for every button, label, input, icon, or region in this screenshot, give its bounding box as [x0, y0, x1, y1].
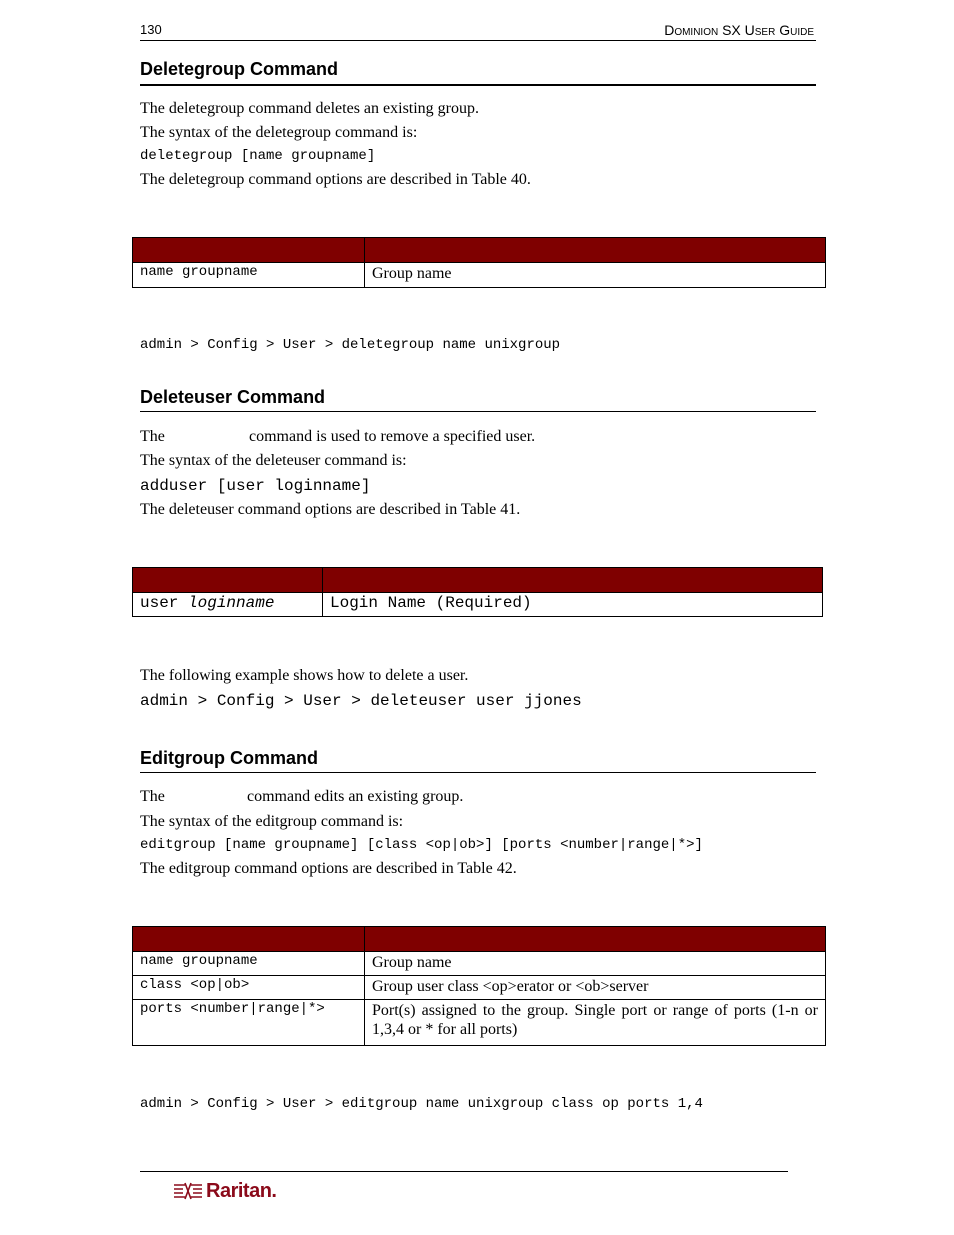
paragraph: The syntax of the deleteuser command is: [140, 452, 407, 469]
option-keyword: user [140, 594, 179, 612]
options-table-deletegroup [132, 237, 826, 288]
paragraph: The syntax of the editgroup command is: [140, 813, 404, 830]
table-header-row [133, 927, 826, 952]
option-cell [133, 593, 322, 612]
option-cell: name groupname [140, 264, 258, 280]
options-table-deleteuser [132, 567, 823, 617]
option-cell: name groupname [140, 953, 258, 969]
example-line: admin > Config > User > deleteuser user jjones [140, 692, 582, 710]
paragraph: The syntax of the deletegroup command is: [140, 124, 418, 141]
table-row [133, 976, 826, 1000]
table-row [133, 952, 826, 976]
example-line: admin > Config > User > deletegroup name unixgroup [140, 337, 561, 353]
syntax-line: deletegroup [name groupname] [140, 148, 376, 164]
paragraph: The deleteuser command options are described in Table 41. [140, 501, 521, 518]
table-row [133, 593, 823, 617]
option-cell: class <op|ob> [140, 977, 250, 993]
raritan-logo-icon [172, 1181, 204, 1203]
description-cell: Group user class <op>erator or <ob>server [372, 978, 649, 995]
description-cell: Group name [372, 954, 452, 971]
paragraph-end: command is used to remove a specified user. [249, 428, 536, 445]
page-number: 130 [140, 22, 162, 37]
table-header-row [133, 238, 826, 263]
syntax-line: editgroup [name groupname] [class <op|ob>] [ports <number|range|*>] [140, 837, 703, 853]
paragraph: The editgroup command options are described in Table 42. [140, 860, 517, 877]
option-argument: loginname [188, 594, 275, 612]
paragraph: The deletegroup command deletes an existing group. [140, 100, 480, 117]
paragraph-start: The [140, 428, 165, 445]
footer-rule [140, 1171, 788, 1172]
guide-title: Dominion SX User Guide [664, 22, 814, 38]
paragraph-start: The [140, 788, 165, 805]
section-title-deleteuser: Deleteuser Command [140, 387, 326, 407]
section-title-editgroup: Editgroup Command [140, 748, 318, 768]
paragraph: The deletegroup command options are described in Table 40. [140, 171, 531, 188]
header-rule [140, 40, 816, 41]
paragraph: The following example shows how to delete a user. [140, 667, 469, 684]
option-cell: ports <number|range|*> [140, 1001, 325, 1017]
syntax-line: adduser [user loginname] [140, 477, 371, 495]
paragraph-end: command edits an existing group. [247, 788, 464, 805]
table-header-row [133, 568, 823, 593]
options-table-editgroup [132, 926, 826, 1046]
logo-text: Raritan. [206, 1180, 277, 1202]
example-line: admin > Config > User > editgroup name unixgroup class op ports 1,4 [140, 1096, 703, 1112]
description-cell: Port(s) assigned to the group. Single port or range of ports (1-n or 1,3,4 or * for all ports) [372, 1002, 818, 1038]
description-cell: Login Name (Required) [330, 594, 532, 612]
section-rule [140, 772, 816, 773]
table-row [133, 263, 826, 288]
description-cell: Group name [372, 265, 452, 282]
section-rule [140, 84, 816, 86]
raritan-logo [172, 1180, 276, 1203]
table-row [133, 1000, 826, 1046]
section-rule [140, 411, 816, 412]
section-title-deletegroup: Deletegroup Command [140, 59, 339, 79]
